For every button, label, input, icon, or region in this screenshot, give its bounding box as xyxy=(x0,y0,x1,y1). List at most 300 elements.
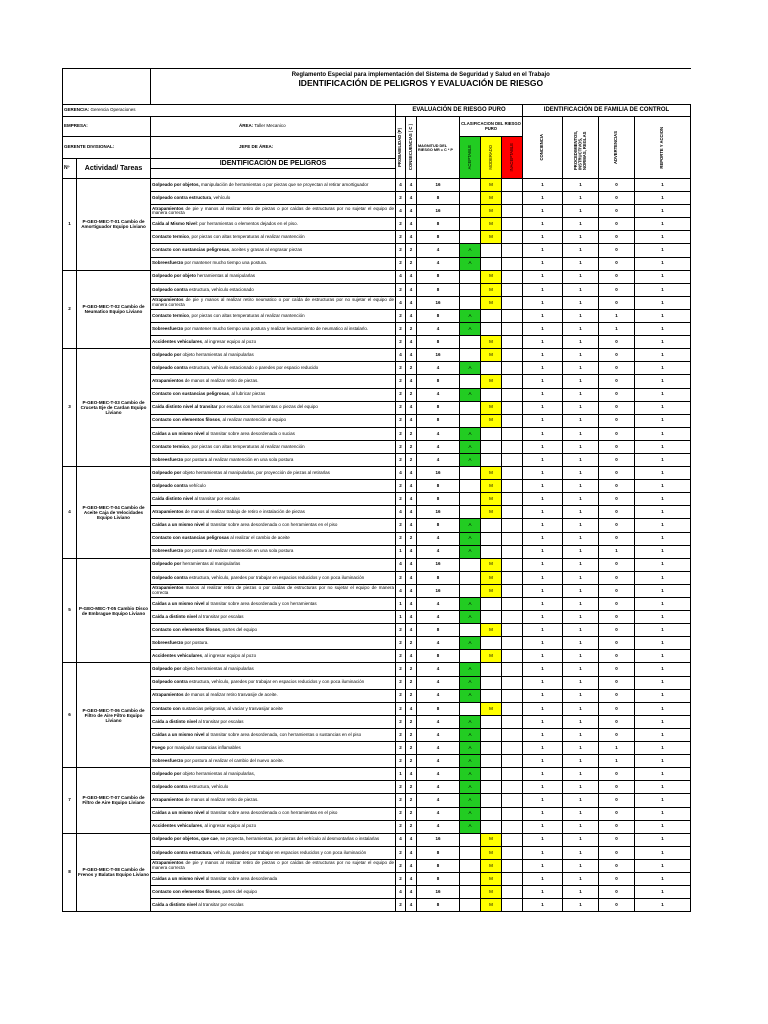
conciencia-value: 1 xyxy=(523,244,563,257)
table-row xyxy=(63,231,691,244)
class-inaceptable xyxy=(502,323,523,336)
procedimientos-value: 1 xyxy=(563,794,599,807)
hazard-description xyxy=(151,519,396,532)
class-moderado: M xyxy=(481,218,502,231)
hazard-detail: , vehículo xyxy=(211,194,231,200)
probability-value: 2 xyxy=(396,362,406,375)
reporte-value: 1 xyxy=(635,532,691,545)
consequence-value: 4 xyxy=(406,584,417,597)
class-aceptable: A xyxy=(460,453,481,466)
gerencia-label: GERENCIA: xyxy=(64,107,90,113)
probability-value: 1 xyxy=(396,768,406,781)
class-aceptable: A xyxy=(460,244,481,257)
class-inaceptable xyxy=(502,545,523,558)
hazard-detail: de pie y manos al realizar retiro de piezas o por caídas de estructuras por no sujetar el equipo de manera correcta xyxy=(152,860,394,870)
consequence-value: 4 xyxy=(406,375,417,388)
hazard-type: Accidentes vehiculares xyxy=(152,823,203,829)
conciencia-value: 1 xyxy=(523,820,563,833)
conciencia-value: 1 xyxy=(523,755,563,768)
consequence-value: 2 xyxy=(406,440,417,453)
advertencias-value: 0 xyxy=(599,820,635,833)
reporte-value: 1 xyxy=(635,244,691,257)
probability-value: 2 xyxy=(396,794,406,807)
magnitude-value: 4 xyxy=(417,794,460,807)
class-inaceptable xyxy=(502,768,523,781)
hazard-description xyxy=(151,362,396,375)
class-moderado: M xyxy=(481,584,502,597)
consequence-value: 4 xyxy=(406,650,417,663)
hazard-type: Atrapamientos xyxy=(152,205,184,211)
class-inaceptable xyxy=(502,637,523,650)
magnitude-value: 4 xyxy=(417,598,460,611)
table-row xyxy=(63,296,691,309)
conciencia-value: 1 xyxy=(523,886,563,899)
hazard-type: Contacto termico xyxy=(152,234,190,240)
consequence-value: 4 xyxy=(406,270,417,283)
class-inaceptable xyxy=(502,663,523,676)
class-aceptable xyxy=(460,192,481,205)
class-moderado xyxy=(481,244,502,257)
reporte-value: 1 xyxy=(635,715,691,728)
conciencia-value: 1 xyxy=(523,192,563,205)
magnitude-value: 8 xyxy=(417,231,460,244)
advertencias-value: 0 xyxy=(599,362,635,375)
class-inaceptable xyxy=(502,453,523,466)
magnitude-value: 16 xyxy=(417,205,460,218)
class-moderado xyxy=(481,637,502,650)
hazard-description xyxy=(151,794,396,807)
probability-value: 2 xyxy=(396,872,406,885)
consequence-value: 4 xyxy=(406,545,417,558)
magnitude-value: 4 xyxy=(417,676,460,689)
probability-value: 4 xyxy=(396,558,406,571)
advertencias-value: 0 xyxy=(599,192,635,205)
class-inaceptable xyxy=(502,270,523,283)
class-aceptable xyxy=(460,336,481,349)
class-moderado xyxy=(481,689,502,702)
class-aceptable xyxy=(460,179,481,192)
advertencias-value: 0 xyxy=(599,414,635,427)
col-numero: Nº xyxy=(63,159,77,179)
advertencias-value: 1 xyxy=(599,545,635,558)
procedimientos-value: 1 xyxy=(563,833,599,846)
class-moderado: M xyxy=(481,886,502,899)
class-moderado: M xyxy=(481,205,502,218)
hazard-description xyxy=(151,427,396,440)
magnitude-value: 4 xyxy=(417,323,460,336)
class-moderado: M xyxy=(481,493,502,506)
class-aceptable: A xyxy=(460,637,481,650)
class-aceptable xyxy=(460,650,481,663)
col-advertencias-label: ADVERTENCIAS xyxy=(613,130,619,165)
table-row xyxy=(63,493,691,506)
reporte-value: 1 xyxy=(635,349,691,362)
class-aceptable: A xyxy=(460,519,481,532)
class-aceptable: A xyxy=(460,388,481,401)
hazard-description xyxy=(151,283,396,296)
class-moderado: M xyxy=(481,899,502,912)
conciencia-value: 1 xyxy=(523,872,563,885)
class-inaceptable xyxy=(502,886,523,899)
hazard-type: Contacto con elementos filosos xyxy=(152,888,221,894)
hazard-description xyxy=(151,584,396,597)
consequence-value: 2 xyxy=(406,715,417,728)
reporte-value: 1 xyxy=(635,427,691,440)
probability-value: 4 xyxy=(396,506,406,519)
hazard-type: Contacto con sustancias peligrosas xyxy=(152,247,230,253)
conciencia-value: 1 xyxy=(523,296,563,309)
magnitude-value: 16 xyxy=(417,584,460,597)
reporte-value: 1 xyxy=(635,440,691,453)
conciencia-value: 1 xyxy=(523,598,563,611)
reporte-value: 1 xyxy=(635,637,691,650)
conciencia-value: 1 xyxy=(523,584,563,597)
table-row xyxy=(63,309,691,322)
class-aceptable xyxy=(460,467,481,480)
reporte-value: 1 xyxy=(635,493,691,506)
magnitude-value: 8 xyxy=(417,480,460,493)
magnitude-value: 16 xyxy=(417,296,460,309)
table-row xyxy=(63,336,691,349)
probability-value: 2 xyxy=(396,401,406,414)
conciencia-value: 1 xyxy=(523,283,563,296)
class-moderado xyxy=(481,611,502,624)
advertencias-value: 0 xyxy=(599,283,635,296)
col-procedimientos xyxy=(563,117,599,179)
hazard-detail: estructura, vehículo, paredes por trabajar en espacios reducidos y con poca iluminación xyxy=(187,679,365,685)
magnitude-value: 4 xyxy=(417,362,460,375)
consequence-value: 4 xyxy=(406,480,417,493)
consequence-value: 4 xyxy=(406,558,417,571)
procedimientos-value: 1 xyxy=(563,519,599,532)
conciencia-value: 1 xyxy=(523,388,563,401)
hazard-detail: al transitar sobre area desordenada, con herramientas o sustancias en el piso xyxy=(204,731,362,737)
consequence-value: 4 xyxy=(406,336,417,349)
conciencia-value: 1 xyxy=(523,545,563,558)
hazard-description xyxy=(151,663,396,676)
header-title-main: IDENTIFICACIÓN DE PELIGROS Y EVALUACIÓN DE RIESGO xyxy=(298,78,544,88)
class-aceptable: A xyxy=(460,755,481,768)
hazard-description xyxy=(151,493,396,506)
class-inaceptable xyxy=(502,375,523,388)
hazard-type: Golpeado por xyxy=(152,351,182,357)
table-row xyxy=(63,532,691,545)
risk-table xyxy=(62,68,691,912)
class-inaceptable xyxy=(502,872,523,885)
class-moderado xyxy=(481,781,502,794)
consequence-value: 4 xyxy=(406,179,417,192)
table-row xyxy=(63,702,691,715)
table-row xyxy=(63,584,691,597)
class-aceptable xyxy=(460,493,481,506)
task-activity: P-GEO-MEC-T-08 Cambio de Frenos y Balatas Equipo Liviano xyxy=(77,833,151,912)
consequence-value: 2 xyxy=(406,453,417,466)
hazard-detail: estructura, vehículo estacionado o paredes por espacio reducido xyxy=(187,365,319,371)
procedimientos-value: 1 xyxy=(563,755,599,768)
hazard-type: Golpeado contra xyxy=(152,286,188,292)
magnitude-value: 8 xyxy=(417,493,460,506)
procedimientos-value: 1 xyxy=(563,611,599,624)
class-inaceptable xyxy=(502,571,523,584)
hazard-description xyxy=(151,715,396,728)
hazard-description xyxy=(151,532,396,545)
reporte-value: 1 xyxy=(635,728,691,741)
reporte-value: 1 xyxy=(635,781,691,794)
hazard-description xyxy=(151,205,396,218)
procedimientos-value: 1 xyxy=(563,650,599,663)
probability-value: 2 xyxy=(396,676,406,689)
magnitude-value: 4 xyxy=(417,440,460,453)
reporte-value: 1 xyxy=(635,375,691,388)
col-probabilidad xyxy=(396,117,406,179)
conciencia-value: 1 xyxy=(523,493,563,506)
hazard-description xyxy=(151,558,396,571)
magnitude-value: 4 xyxy=(417,742,460,755)
table-row xyxy=(63,545,691,558)
hazard-detail: por escalas con herramientas o piezas del equipo xyxy=(217,404,318,410)
conciencia-value: 1 xyxy=(523,231,563,244)
class-inaceptable xyxy=(502,192,523,205)
hazard-type: Caída al Mismo Nivel xyxy=(152,221,197,227)
class-inaceptable xyxy=(502,584,523,597)
magnitude-value: 4 xyxy=(417,807,460,820)
class-moderado: M xyxy=(481,624,502,637)
class-aceptable xyxy=(460,702,481,715)
hazard-description xyxy=(151,755,396,768)
magnitude-value: 4 xyxy=(417,257,460,270)
conciencia-value: 1 xyxy=(523,270,563,283)
procedimientos-value: 1 xyxy=(563,179,599,192)
hazard-type: Golpeado contra xyxy=(152,784,188,790)
col-inaceptable xyxy=(502,137,523,179)
class-moderado xyxy=(481,728,502,741)
hazard-description xyxy=(151,467,396,480)
consequence-value: 2 xyxy=(406,794,417,807)
task-number: 3 xyxy=(63,349,77,467)
hazard-description xyxy=(151,453,396,466)
conciencia-value: 1 xyxy=(523,859,563,872)
table-row xyxy=(63,480,691,493)
hazard-detail: herramientas al manipularlas xyxy=(181,561,241,567)
procedimientos-value: 1 xyxy=(563,532,599,545)
hazard-type: Atrapamientos xyxy=(152,860,184,866)
reporte-value: 1 xyxy=(635,218,691,231)
reporte-value: 1 xyxy=(635,453,691,466)
procedimientos-value: 1 xyxy=(563,781,599,794)
class-inaceptable xyxy=(502,362,523,375)
hazard-type: Caídas a un mismo nivel xyxy=(152,430,205,436)
hazard-detail: , al ingresar equipo al pozo xyxy=(202,338,257,344)
magnitude-value: 8 xyxy=(417,401,460,414)
consequence-value: 4 xyxy=(406,886,417,899)
advertencias-value: 0 xyxy=(599,650,635,663)
advertencias-value: 0 xyxy=(599,296,635,309)
class-aceptable xyxy=(460,584,481,597)
probability-value: 4 xyxy=(396,205,406,218)
magnitude-value: 4 xyxy=(417,820,460,833)
probability-value: 2 xyxy=(396,663,406,676)
consequence-value: 2 xyxy=(406,257,417,270)
hazard-detail: manos al realizar retiro de piezas o por caídas de estructuras por no sujetar el equipo de manera correcta xyxy=(152,585,394,595)
hazard-type: Golpeado por xyxy=(152,770,182,776)
hazard-description xyxy=(151,414,396,427)
magnitude-value: 8 xyxy=(417,336,460,349)
hazard-description xyxy=(151,388,396,401)
table-row xyxy=(63,807,691,820)
hazard-description xyxy=(151,611,396,624)
class-moderado xyxy=(481,768,502,781)
hazard-type: Golpeado contra xyxy=(152,679,188,685)
col-moderado-label: MODERADO xyxy=(487,145,493,170)
procedimientos-value: 1 xyxy=(563,205,599,218)
procedimientos-value: 1 xyxy=(563,388,599,401)
hazard-description xyxy=(151,728,396,741)
hazard-detail: , partes del equipo xyxy=(220,626,258,632)
col-conciencia xyxy=(523,117,563,179)
probability-value: 2 xyxy=(396,283,406,296)
table-row xyxy=(63,414,691,427)
hazard-detail: por mantener mucho tiempo una postura. xyxy=(183,260,268,266)
reporte-value: 1 xyxy=(635,846,691,859)
class-moderado xyxy=(481,663,502,676)
procedimientos-value: 1 xyxy=(563,584,599,597)
table-row xyxy=(63,650,691,663)
consequence-value: 2 xyxy=(406,676,417,689)
class-inaceptable xyxy=(502,624,523,637)
magnitude-value: 8 xyxy=(417,309,460,322)
hazard-description xyxy=(151,637,396,650)
table-row xyxy=(63,715,691,728)
advertencias-value: 0 xyxy=(599,624,635,637)
hazard-type: Golpeado contra xyxy=(152,482,188,488)
procedimientos-value: 1 xyxy=(563,506,599,519)
class-aceptable xyxy=(460,899,481,912)
class-aceptable: A xyxy=(460,768,481,781)
procedimientos-value: 1 xyxy=(563,571,599,584)
class-moderado xyxy=(481,323,502,336)
table-row xyxy=(63,283,691,296)
hazard-type: Golpeado por xyxy=(152,469,182,475)
conciencia-value: 1 xyxy=(523,179,563,192)
procedimientos-value: 1 xyxy=(563,676,599,689)
class-inaceptable xyxy=(502,388,523,401)
hazard-description xyxy=(151,545,396,558)
advertencias-value: 0 xyxy=(599,663,635,676)
magnitude-value: 4 xyxy=(417,545,460,558)
advertencias-value: 0 xyxy=(599,598,635,611)
conciencia-value: 1 xyxy=(523,571,563,584)
hazard-type: Atrapamientos xyxy=(152,297,184,303)
col-consecuencias xyxy=(406,117,417,179)
table-row xyxy=(63,624,691,637)
class-inaceptable xyxy=(502,558,523,571)
hazard-type: Sobreesfuerzo xyxy=(152,325,184,331)
conciencia-value: 1 xyxy=(523,846,563,859)
conciencia-value: 1 xyxy=(523,611,563,624)
class-aceptable xyxy=(460,270,481,283)
reporte-value: 1 xyxy=(635,702,691,715)
probability-value: 1 xyxy=(396,611,406,624)
class-aceptable xyxy=(460,349,481,362)
reporte-value: 1 xyxy=(635,807,691,820)
probability-value: 2 xyxy=(396,257,406,270)
reporte-value: 1 xyxy=(635,676,691,689)
col-reporte xyxy=(635,117,691,179)
advertencias-value: 0 xyxy=(599,179,635,192)
consequence-value: 2 xyxy=(406,807,417,820)
procedimientos-value: 1 xyxy=(563,545,599,558)
consequence-value: 4 xyxy=(406,702,417,715)
class-aceptable: A xyxy=(460,715,481,728)
consequence-value: 4 xyxy=(406,611,417,624)
class-moderado xyxy=(481,388,502,401)
conciencia-value: 1 xyxy=(523,794,563,807)
procedimientos-value: 1 xyxy=(563,558,599,571)
hazard-type: Caídas a un mismo nivel xyxy=(152,522,205,528)
hazard-detail: por postura al realizar el cambio del nuevo aceite. xyxy=(183,757,284,763)
probability-value: 2 xyxy=(396,375,406,388)
procedimientos-value: 1 xyxy=(563,637,599,650)
hazard-type: Golpeado contra xyxy=(152,365,188,371)
class-aceptable: A xyxy=(460,257,481,270)
hazard-detail: , vehículo, paredes por trabajar en espacios reducidos y con poca iluminación xyxy=(211,849,367,855)
probability-value: 4 xyxy=(396,270,406,283)
class-aceptable xyxy=(460,846,481,859)
hazard-detail: al transitar por escalas xyxy=(193,496,240,501)
table-row xyxy=(63,179,691,192)
table-row xyxy=(63,794,691,807)
hazard-detail: de manos al realizar trabajo de retiro e instalación de piezas xyxy=(183,509,305,515)
hazard-detail: por manipular sustancias inflamables xyxy=(165,744,241,750)
magnitude-value: 4 xyxy=(417,689,460,702)
table-row xyxy=(63,859,691,872)
hazard-detail: al transitar por escalas xyxy=(197,613,244,619)
hazard-description xyxy=(151,179,396,192)
procedimientos-value: 1 xyxy=(563,375,599,388)
hazard-type: Sobreesfuerzo xyxy=(152,456,184,462)
advertencias-value: 0 xyxy=(599,467,635,480)
magnitude-value: 4 xyxy=(417,532,460,545)
reporte-value: 1 xyxy=(635,519,691,532)
class-aceptable xyxy=(460,205,481,218)
hazard-description xyxy=(151,480,396,493)
class-inaceptable xyxy=(502,336,523,349)
consequence-value: 2 xyxy=(406,362,417,375)
hazard-description xyxy=(151,401,396,414)
conciencia-value: 1 xyxy=(523,833,563,846)
hazard-description xyxy=(151,676,396,689)
hazard-type: Fuego xyxy=(152,744,166,750)
reporte-value: 1 xyxy=(635,689,691,702)
hazard-detail: estructura, vehículo xyxy=(187,784,229,790)
class-inaceptable xyxy=(502,493,523,506)
conciencia-value: 1 xyxy=(523,637,563,650)
consequence-value: 4 xyxy=(406,899,417,912)
table-row xyxy=(63,571,691,584)
hazard-detail: por postura al realizar mantención en una sola postura xyxy=(183,548,294,554)
table-row xyxy=(63,676,691,689)
class-moderado: M xyxy=(481,506,502,519)
table-row xyxy=(63,388,691,401)
hazard-type: Golpeado contra estructura xyxy=(152,849,212,855)
magnitude-value: 8 xyxy=(417,270,460,283)
hazard-type: Golpeado por xyxy=(152,561,182,567)
advertencias-value: 0 xyxy=(599,519,635,532)
hazard-detail: al transitar sobre area desordenada o con herramientas en el piso xyxy=(204,810,338,816)
gerencia-field xyxy=(63,105,396,117)
hazard-detail: al transitar sobre area desordenada y con herramientas xyxy=(204,600,317,606)
probability-value: 2 xyxy=(396,218,406,231)
